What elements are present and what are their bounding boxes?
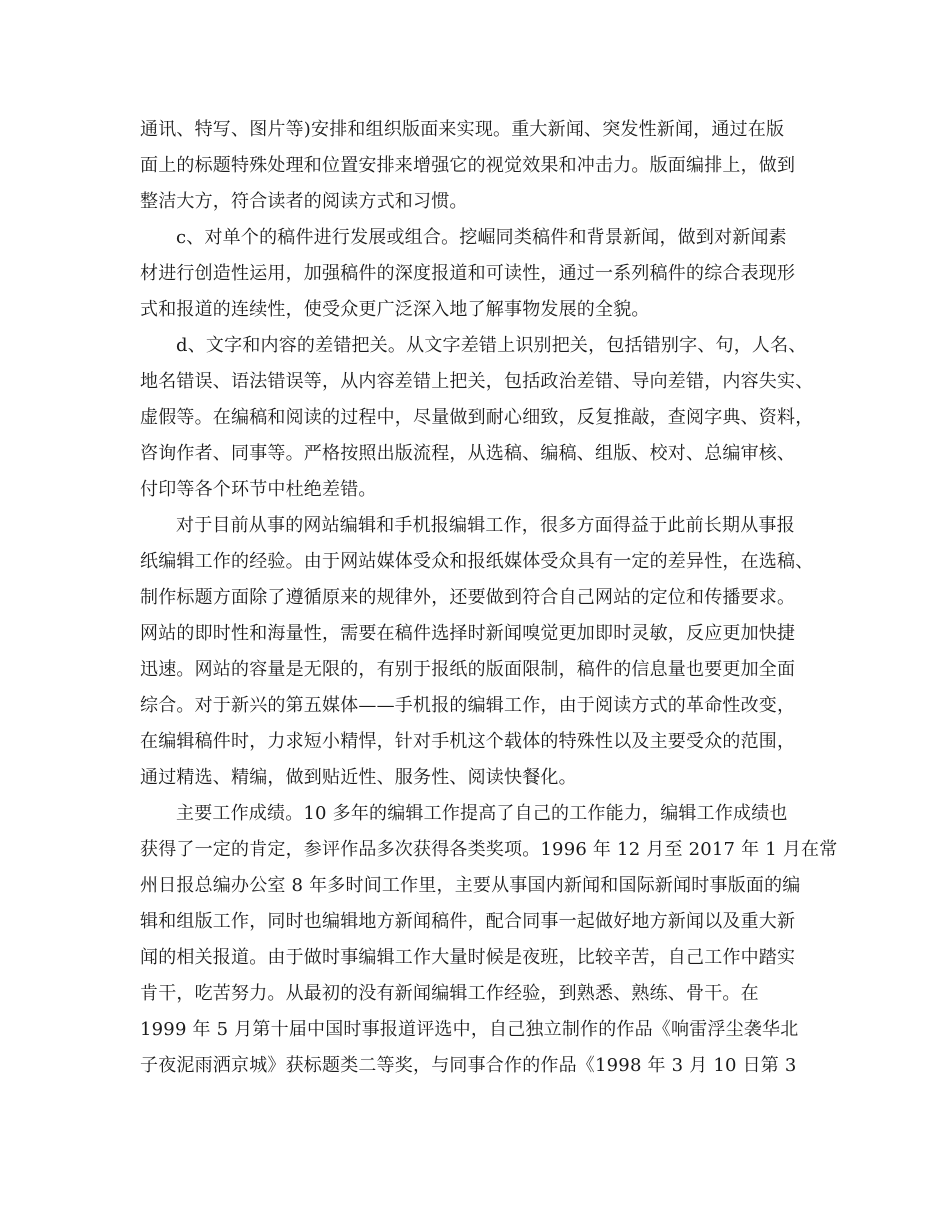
text-line: 面上的标题特殊处理和位置安排来增强它的视觉效果和冲击力。版面编排上，做到	[140, 155, 796, 176]
text-line: 获得了一定的肯定，参评作品多次获得各类奖项。1996 年 12 月至 2017 年 1 月在常	[140, 839, 838, 860]
text-line: 材进行创造性运用，加强稿件的深度报道和可读性，通过一系列稿件的综合表现形	[140, 263, 796, 284]
text-line: 纸编辑工作的经验。由于网站媒体受众和报纸媒体受众具有一定的差异性，在选稿、	[140, 551, 814, 572]
text-line: 综合。对于新兴的第五媒体——手机报的编辑工作，由于阅读方式的革命性改变，	[140, 695, 796, 716]
text-line: 整洁大方，符合读者的阅读方式和习惯。	[140, 191, 468, 212]
text-line: 地名错误、语法错误等，从内容差错上把关，包括政治差错、导向差错，内容失实、	[140, 371, 814, 392]
paragraph-start: c、对单个的稿件进行发展或组合。挖崛同类稿件和背景新闻，做到对新闻素	[176, 227, 787, 248]
text-line: 在编辑稿件时，力求短小精悍，针对手机这个载体的特殊性以及主要受众的范围，	[140, 731, 796, 752]
text-line: 式和报道的连续性，使受众更广泛深入地了解事物发展的全貌。	[140, 299, 650, 320]
text-line: 子夜泥雨洒京城》获标题类二等奖，与同事合作的作品《1998 年 3 月 10 日第 3	[140, 1055, 797, 1076]
text-line: 1999 年 5 月第十届中国时事报道评选中，自己独立制作的作品《响雷浮尘袭华北	[140, 1019, 799, 1040]
paragraph-start: d、文字和内容的差错把关。从文字差错上识别把关，包括错别字、句，人名、	[176, 335, 807, 356]
text-line: 通讯、特写、图片等)安排和组织版面来实现。重大新闻、突发性新闻，通过在版	[140, 119, 785, 140]
paragraph-start: 对于目前从事的网站编辑和手机报编辑工作，很多方面得益于此前长期从事报	[176, 515, 795, 536]
paragraph-start: 主要工作成绩。10 多年的编辑工作提高了自己的工作能力，编辑工作成绩也	[176, 803, 788, 824]
text-line: 付印等各个环节中杜绝差错。	[140, 479, 377, 500]
text-line: 咨询作者、同事等。严格按照出版流程，从选稿、编稿、组版、校对、总编审核、	[140, 443, 796, 464]
text-line: 迅速。网站的容量是无限的，有别于报纸的版面限制，稿件的信息量也要更加全面	[140, 659, 796, 680]
text-line: 州日报总编办公室 8 年多时间工作里，主要从事国内新闻和国际新闻时事版面的编	[140, 875, 801, 896]
text-line: 闻的相关报道。由于做时事编辑工作大量时候是夜班，比较辛苦，自己工作中踏实	[140, 947, 796, 968]
text-line: 通过精选、精编，做到贴近性、服务性、阅读快餐化。	[140, 767, 577, 788]
text-line: 辑和组版工作，同时也编辑地方新闻稿件，配合同事一起做好地方新闻以及重大新	[140, 911, 796, 932]
text-line: 制作标题方面除了遵循原来的规律外，还要做到符合自己网站的定位和传播要求。	[140, 587, 796, 608]
text-line: 网站的即时性和海量性，需要在稿件选择时新闻嗅觉更加即时灵敏，反应更加快捷	[140, 623, 796, 644]
text-line: 肯干，吃苦努力。从最初的没有新闻编辑工作经验，到熟悉、熟练、骨干。在	[140, 983, 759, 1004]
text-line: 虚假等。在编稿和阅读的过程中，尽量做到耐心细致，反复推敲，查阅字典、资料，	[140, 407, 814, 428]
